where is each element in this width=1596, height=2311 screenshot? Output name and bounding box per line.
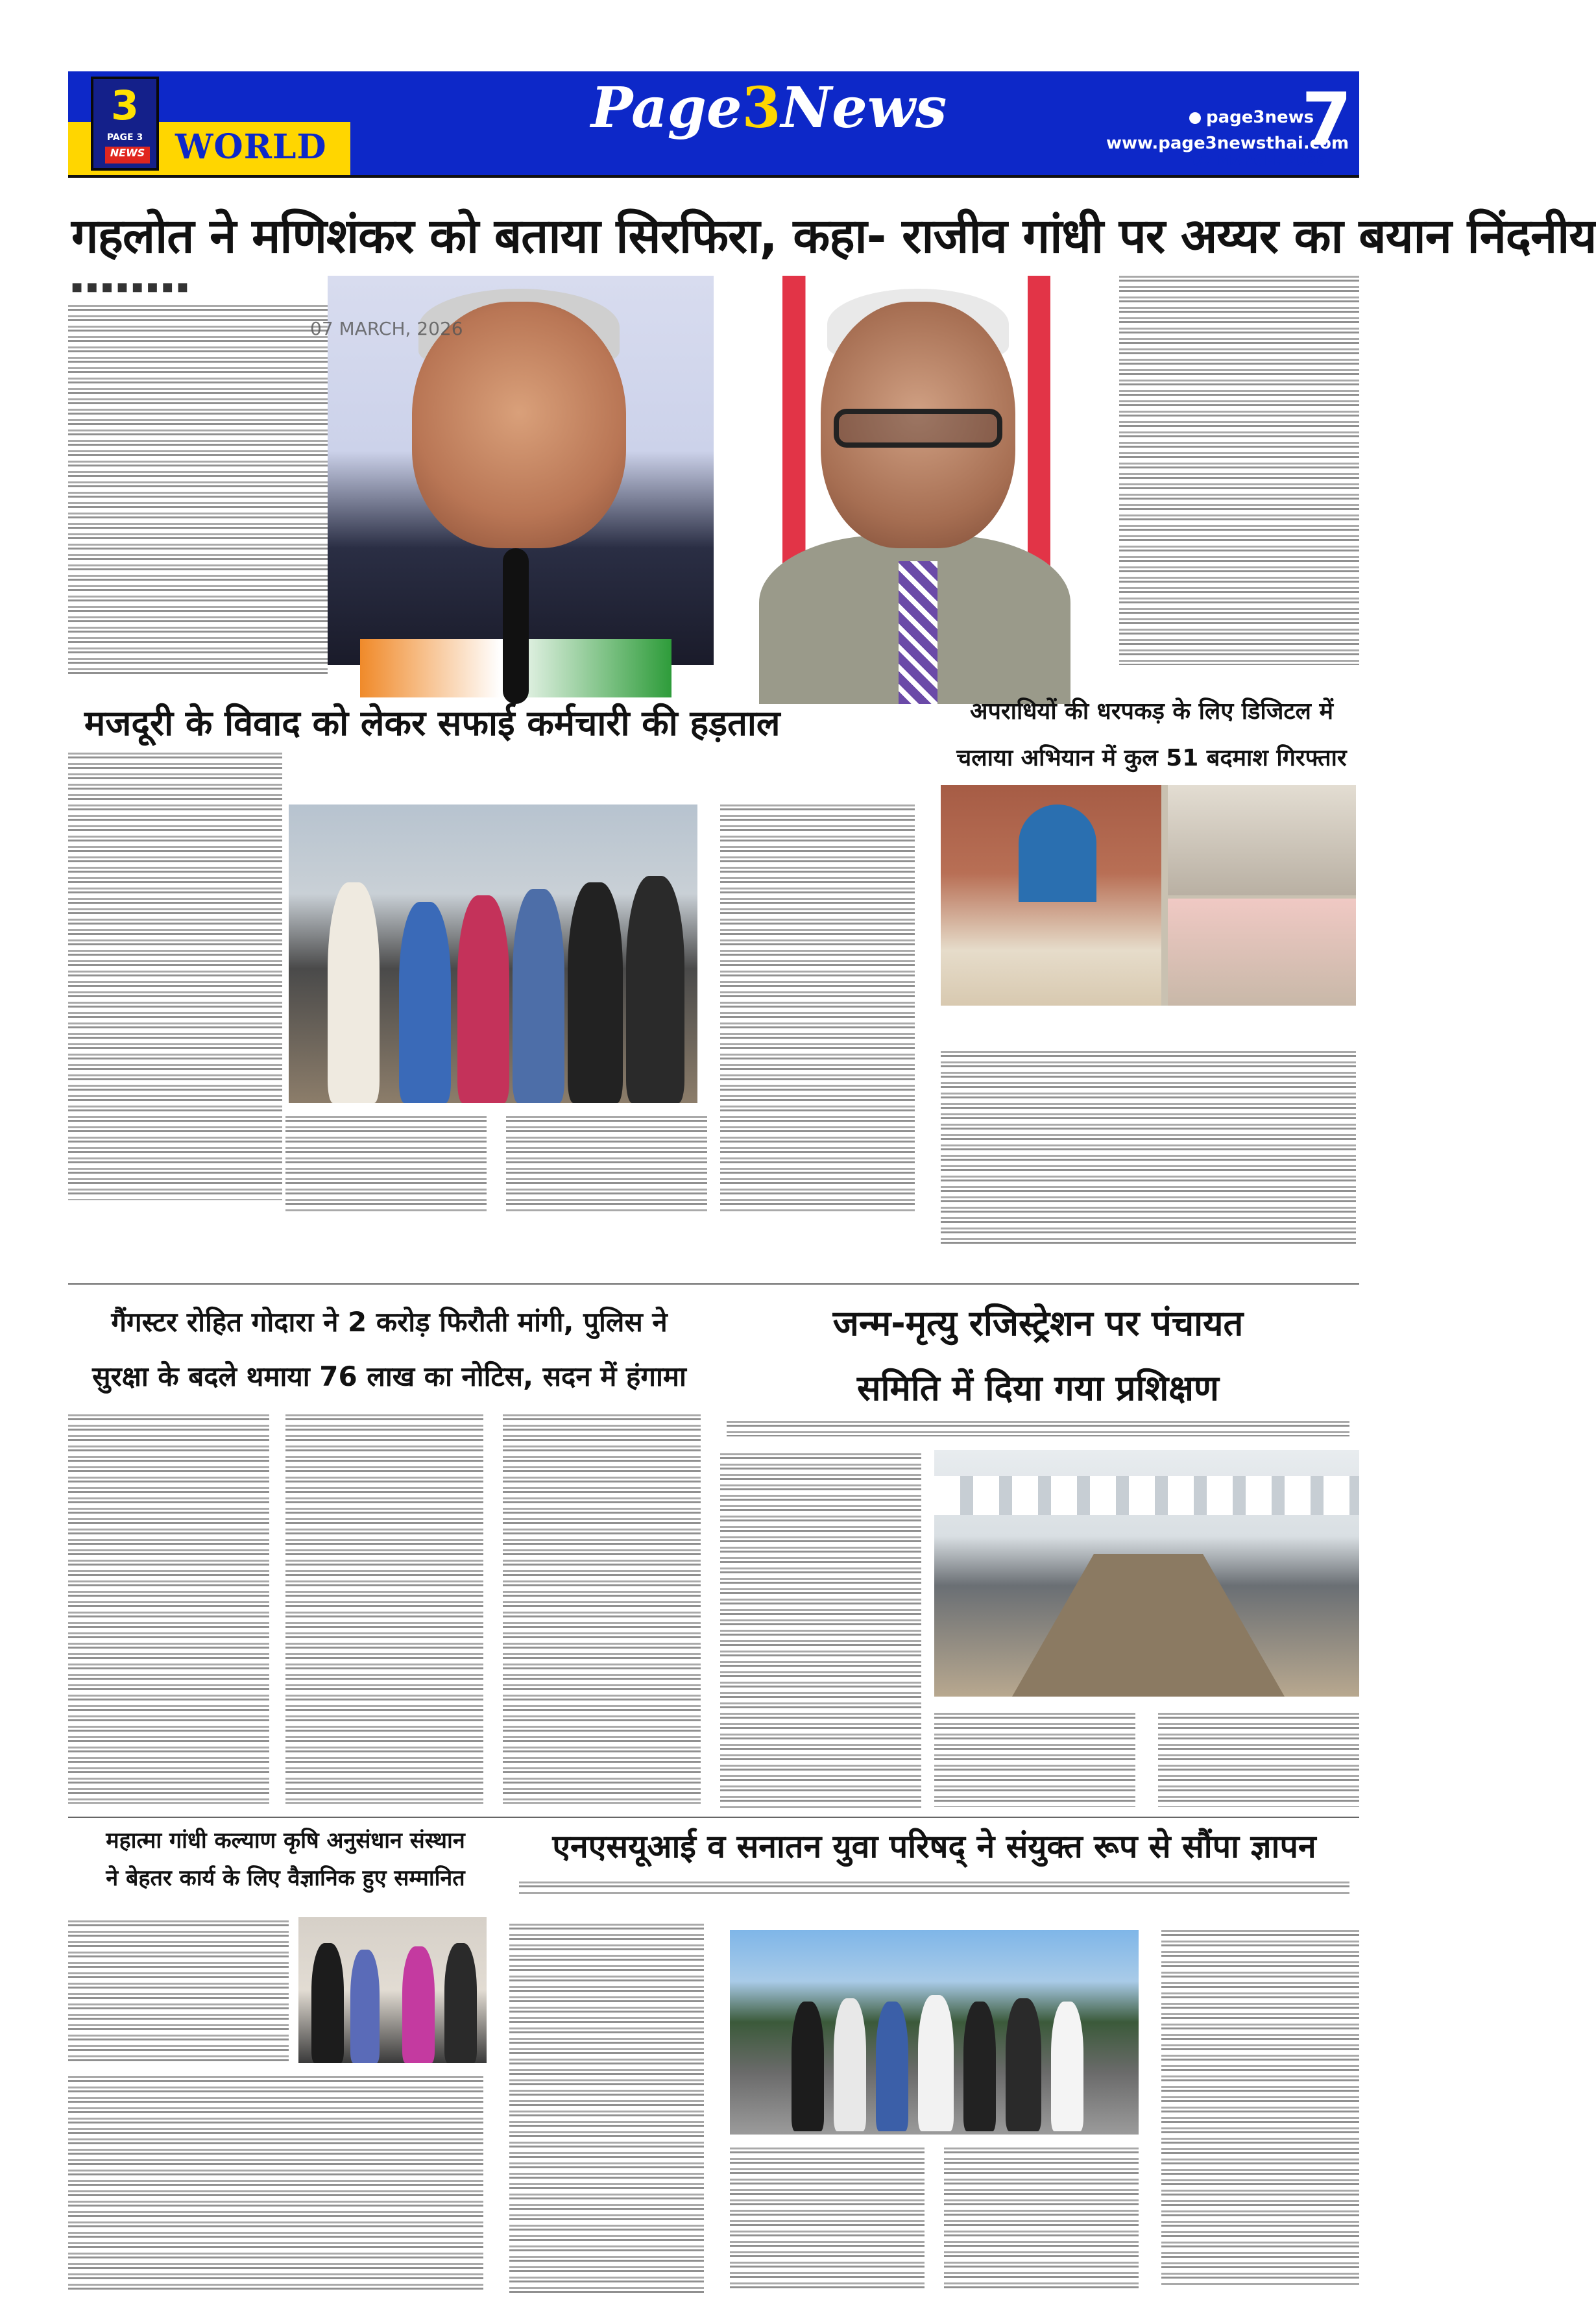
- social-icon: [1189, 112, 1201, 124]
- text-column: [285, 1414, 483, 1804]
- byline: ■ ■ ■ ■ ■ ■ ■ ■: [71, 280, 188, 294]
- section-rule: [68, 1283, 1359, 1285]
- photo-aiyar: [714, 276, 1096, 665]
- subheadline: [727, 1421, 1349, 1436]
- headline-criminals-1: अपराधियों की धरपकड़ के लिए डिजिटल में: [969, 698, 1334, 725]
- text-column: [68, 1920, 289, 2063]
- masthead: [68, 71, 1359, 175]
- date: 07 MARCH, 2026: [1192, 153, 1326, 169]
- logo-line1: PAGE 3: [106, 132, 143, 143]
- text-column: [730, 2148, 925, 2290]
- text-column: [68, 1414, 269, 1804]
- text-column: [68, 2076, 483, 2290]
- brand-left: Page: [590, 75, 742, 141]
- headline-nsui: एनएसयूआई व सनातन युवा परिषद् ने संयुक्त रूप से सौंपा ज्ञापन: [552, 1828, 1316, 1865]
- text-column: [941, 1051, 1356, 1246]
- text-column: [68, 305, 328, 675]
- text-column: [68, 753, 282, 1200]
- website: www.page3newsthai.com: [1106, 134, 1349, 153]
- headline-godara-1: गैंगस्टर रोहित गोदारा ने 2 करोड़ फिरौती मांगी, पुलिस ने: [111, 1306, 668, 1338]
- headline-award-2: ने बेहतर कार्य के लिए वैज्ञानिक हुए सम्मानित: [106, 1865, 465, 1891]
- social-handle: [1189, 108, 1314, 127]
- headline-criminals-2: चलाया अभियान में कुल 51 बदमाश गिरफ्तार: [956, 745, 1347, 771]
- headline-registration-2: समिति में दिया गया प्रशिक्षण: [857, 1368, 1219, 1409]
- text-column: [506, 1116, 707, 1213]
- photo-award: [298, 1917, 487, 2063]
- subheadline: [519, 1881, 1349, 1896]
- text-column: [285, 1116, 487, 1213]
- section-rule: [68, 1817, 1359, 1818]
- text-column: [1161, 1930, 1359, 2287]
- text-column: [720, 1453, 921, 1810]
- page-number: 7: [1301, 78, 1352, 162]
- text-column: [509, 1924, 704, 2293]
- section-label: WORLD: [175, 127, 327, 167]
- photo-meeting: [934, 1450, 1359, 1697]
- headline-strike: मजदूरी के विवाद को लेकर सफाई कर्मचारी की हड़ताल: [84, 703, 780, 744]
- brand-right: News: [780, 75, 947, 141]
- photo-arrests: [941, 785, 1356, 1006]
- social-text: page3news: [1206, 108, 1314, 127]
- text-column: [934, 1713, 1135, 1807]
- headline-godara-2: सुरक्षा के बदले थमाया 76 लाख का नोटिस, सदन में हंगामा: [92, 1361, 686, 1392]
- headline-registration-1: जन्म-मृत्यु रजिस्ट्रेशन पर पंचायत: [832, 1303, 1244, 1344]
- logo-number: 3: [110, 82, 139, 129]
- logo: [91, 77, 159, 171]
- photo-march: [730, 1930, 1139, 2135]
- text-column: [503, 1414, 701, 1804]
- headline-gehlot: गहलोत ने मणिशंकर को बताया सिरफिरा, कहा- राजीव गांधी पर अय्यर का बयान निंदनीय: [71, 208, 1596, 264]
- headline-award-1: महात्मा गांधी कल्याण कृषि अनुसंधान संस्थान: [106, 1828, 465, 1854]
- text-column: [1119, 276, 1359, 665]
- date-overlay: 07 MARCH, 2026: [310, 318, 463, 339]
- text-column: [1158, 1713, 1359, 1807]
- brand-name: [574, 75, 963, 141]
- logo-line2: NEWS: [105, 147, 150, 163]
- brand-number: 3: [742, 75, 781, 141]
- photo-strike: [289, 805, 697, 1103]
- text-column: [944, 2148, 1139, 2290]
- text-column: [720, 805, 915, 1213]
- header-rule: [68, 175, 1359, 178]
